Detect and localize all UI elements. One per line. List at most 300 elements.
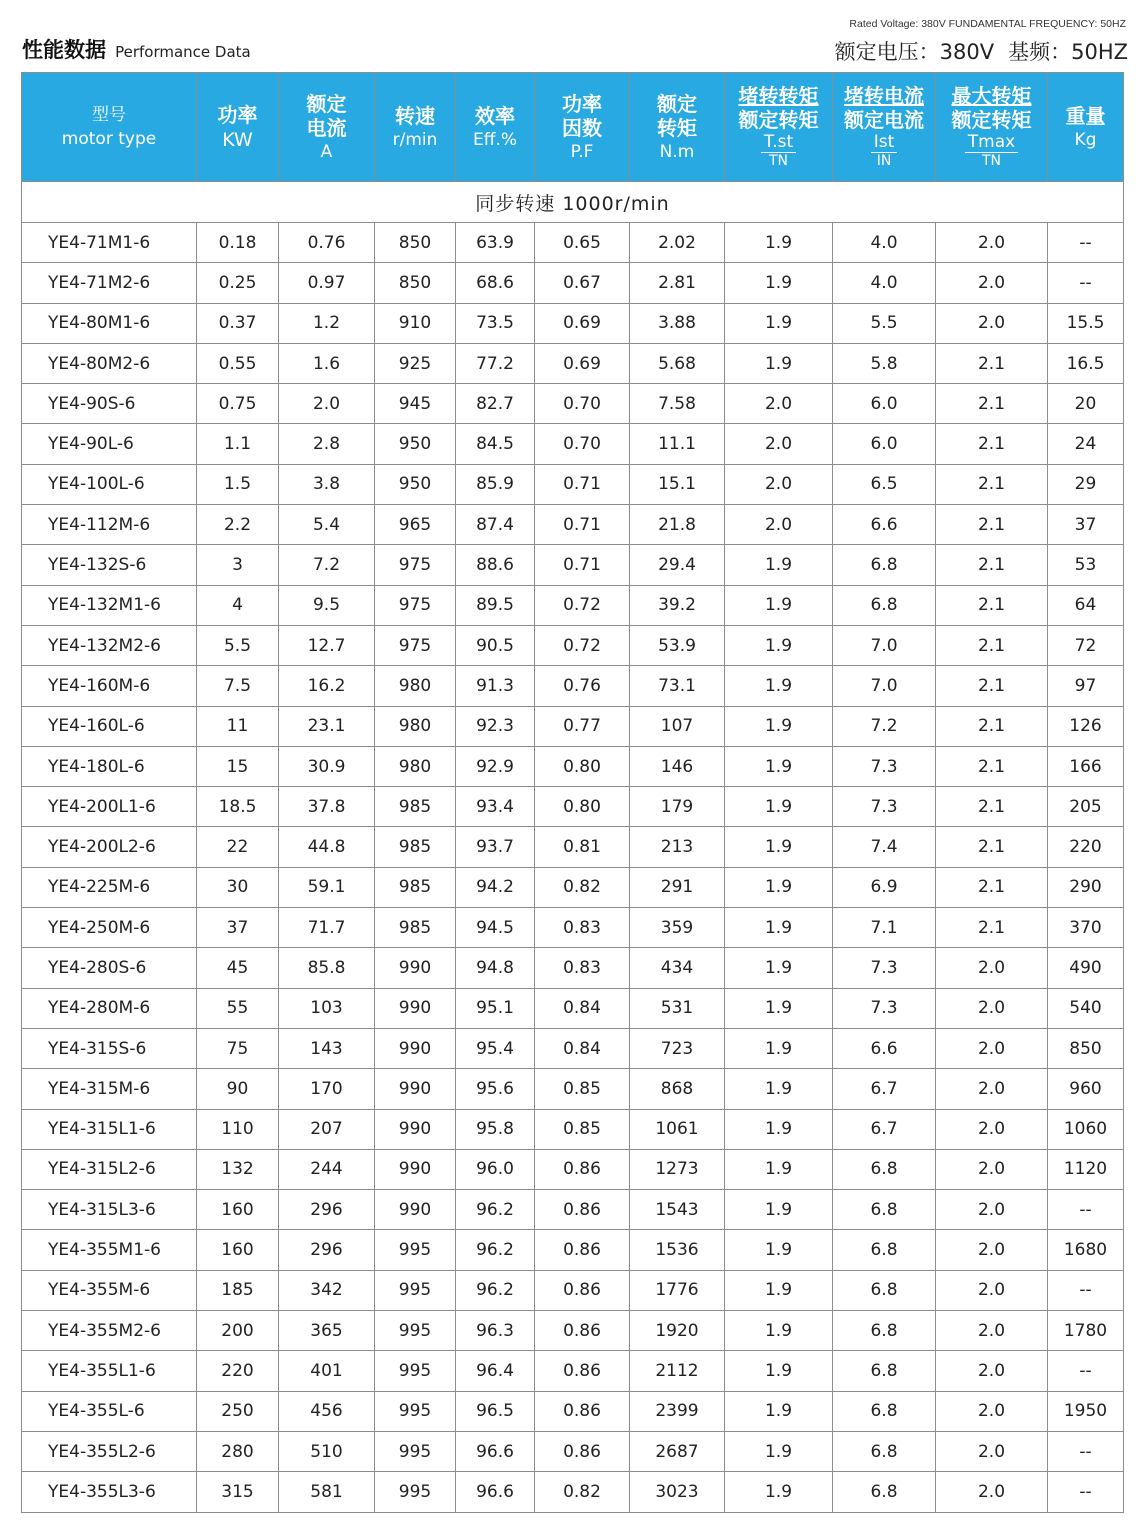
cell-model: YE4-100L-6 [22,464,197,504]
cell-power: 0.25 [197,263,279,303]
table-row [22,787,1124,827]
cell-efficiency: 95.6 [456,1069,535,1109]
cell-power: 75 [197,1028,279,1068]
cell-locked-current-ratio: 7.0 [833,666,936,706]
cell-locked-torque-ratio: 1.9 [725,343,833,383]
cell-current: 296 [279,1190,375,1230]
cell-torque: 434 [630,948,725,988]
cell-current: 296 [279,1230,375,1270]
cell-max-torque-ratio: 2.0 [936,1109,1048,1149]
cell-torque: 11.1 [630,424,725,464]
cell-torque: 2.02 [630,223,725,263]
cell-model: YE4-315L2-6 [22,1149,197,1189]
cell-efficiency: 93.7 [456,827,535,867]
cell-locked-torque-ratio: 1.9 [725,585,833,625]
cell-power: 160 [197,1230,279,1270]
cell-torque: 531 [630,988,725,1028]
cell-max-torque-ratio: 2.1 [936,666,1048,706]
cell-max-torque-ratio: 2.1 [936,827,1048,867]
cell-model: YE4-71M2-6 [22,263,197,303]
cell-locked-torque-ratio: 1.9 [725,706,833,746]
cell-torque: 29.4 [630,545,725,585]
cell-locked-current-ratio: 6.8 [833,1190,936,1230]
table-row [22,1109,1124,1149]
cell-current: 5.4 [279,505,375,545]
table-row [22,988,1124,1028]
cell-weight: 490 [1048,948,1124,988]
cell-speed: 950 [375,464,456,504]
cell-model: YE4-280S-6 [22,948,197,988]
cell-speed: 990 [375,1190,456,1230]
cell-locked-current-ratio: 4.0 [833,263,936,303]
cell-model: YE4-315M-6 [22,1069,197,1109]
cell-power: 3 [197,545,279,585]
cell-power: 11 [197,706,279,746]
cell-torque: 21.8 [630,505,725,545]
cell-weight: 97 [1048,666,1124,706]
cell-torque: 291 [630,867,725,907]
cell-speed: 965 [375,505,456,545]
cell-locked-torque-ratio: 1.9 [725,827,833,867]
table-header [22,73,1124,182]
cell-power-factor: 0.86 [535,1351,630,1391]
cell-efficiency: 92.3 [456,706,535,746]
cell-locked-torque-ratio: 1.9 [725,1190,833,1230]
cell-power: 110 [197,1109,279,1149]
cell-locked-current-ratio: 6.8 [833,1149,936,1189]
cell-power-factor: 0.86 [535,1230,630,1270]
cell-weight: -- [1048,1472,1124,1512]
cell-current: 9.5 [279,585,375,625]
cell-speed: 995 [375,1351,456,1391]
cell-speed: 990 [375,948,456,988]
cell-speed: 945 [375,384,456,424]
performance-table [21,72,1124,1513]
cell-locked-torque-ratio: 1.9 [725,1028,833,1068]
cell-locked-torque-ratio: 1.9 [725,1109,833,1149]
cell-max-torque-ratio: 2.0 [936,223,1048,263]
cell-current: 1.6 [279,343,375,383]
cell-power: 90 [197,1069,279,1109]
cell-current: 37.8 [279,787,375,827]
cell-power-factor: 0.70 [535,384,630,424]
cell-max-torque-ratio: 2.0 [936,1190,1048,1230]
cell-locked-current-ratio: 6.8 [833,545,936,585]
cell-speed: 995 [375,1270,456,1310]
cell-weight: -- [1048,1190,1124,1230]
table-row [22,908,1124,948]
cell-model: YE4-90L-6 [22,424,197,464]
cell-model: YE4-280M-6 [22,988,197,1028]
cell-locked-torque-ratio: 1.9 [725,746,833,786]
cell-power-factor: 0.71 [535,545,630,585]
cell-locked-current-ratio: 6.8 [833,1431,936,1471]
table-row [22,424,1124,464]
cell-weight: 290 [1048,867,1124,907]
cell-power-factor: 0.86 [535,1190,630,1230]
cell-power: 132 [197,1149,279,1189]
cell-power: 2.2 [197,505,279,545]
cell-weight: 1680 [1048,1230,1124,1270]
cell-locked-current-ratio: 6.0 [833,424,936,464]
cell-locked-current-ratio: 6.9 [833,867,936,907]
table-row [22,948,1124,988]
cell-locked-current-ratio: 6.8 [833,1311,936,1351]
cell-locked-torque-ratio: 2.0 [725,505,833,545]
cell-max-torque-ratio: 2.1 [936,384,1048,424]
cell-efficiency: 84.5 [456,424,535,464]
table-row [22,384,1124,424]
cell-current: 244 [279,1149,375,1189]
cell-model: YE4-315S-6 [22,1028,197,1068]
cell-locked-current-ratio: 6.8 [833,1351,936,1391]
cell-power-factor: 0.80 [535,787,630,827]
cell-efficiency: 68.6 [456,263,535,303]
cell-locked-torque-ratio: 1.9 [725,545,833,585]
cell-locked-torque-ratio: 1.9 [725,988,833,1028]
cell-power-factor: 0.69 [535,303,630,343]
cell-efficiency: 96.0 [456,1149,535,1189]
cell-weight: 29 [1048,464,1124,504]
cell-locked-current-ratio: 6.5 [833,464,936,504]
cell-max-torque-ratio: 2.0 [936,1351,1048,1391]
cell-power: 250 [197,1391,279,1431]
cell-current: 1.2 [279,303,375,343]
cell-locked-torque-ratio: 1.9 [725,1270,833,1310]
cell-weight: 24 [1048,424,1124,464]
cell-locked-current-ratio: 6.8 [833,1472,936,1512]
cell-model: YE4-71M1-6 [22,223,197,263]
cell-current: 23.1 [279,706,375,746]
cell-model: YE4-180L-6 [22,746,197,786]
cell-torque: 2.81 [630,263,725,303]
cell-power: 0.75 [197,384,279,424]
cell-speed: 995 [375,1230,456,1270]
cell-max-torque-ratio: 2.0 [936,1472,1048,1512]
table-row [22,625,1124,665]
table-row [22,505,1124,545]
cell-current: 12.7 [279,625,375,665]
cell-power-factor: 0.67 [535,263,630,303]
cell-model: YE4-90S-6 [22,384,197,424]
table-row [22,1391,1124,1431]
cell-power-factor: 0.83 [535,948,630,988]
table-row [22,263,1124,303]
cell-locked-current-ratio: 7.3 [833,948,936,988]
cell-locked-torque-ratio: 1.9 [725,1391,833,1431]
cell-locked-current-ratio: 4.0 [833,223,936,263]
cell-current: 71.7 [279,908,375,948]
cell-max-torque-ratio: 2.0 [936,303,1048,343]
cell-torque: 146 [630,746,725,786]
cell-speed: 975 [375,585,456,625]
cell-efficiency: 96.3 [456,1311,535,1351]
cell-power-factor: 0.82 [535,1472,630,1512]
cell-efficiency: 63.9 [456,223,535,263]
cell-model: YE4-80M1-6 [22,303,197,343]
cell-weight: -- [1048,263,1124,303]
cell-weight: 37 [1048,505,1124,545]
cell-current: 7.2 [279,545,375,585]
cell-torque: 53.9 [630,625,725,665]
cell-power-factor: 0.72 [535,585,630,625]
cell-speed: 995 [375,1431,456,1471]
cell-weight: -- [1048,1431,1124,1471]
cell-power-factor: 0.84 [535,1028,630,1068]
cell-weight: 220 [1048,827,1124,867]
col-model: 型号 motor type [22,73,197,182]
cell-efficiency: 95.4 [456,1028,535,1068]
cell-weight: -- [1048,223,1124,263]
cell-model: YE4-355L3-6 [22,1472,197,1512]
cell-power: 4 [197,585,279,625]
cell-locked-torque-ratio: 1.9 [725,1069,833,1109]
cell-current: 456 [279,1391,375,1431]
cell-power-factor: 0.77 [535,706,630,746]
cell-model: YE4-160L-6 [22,706,197,746]
cell-speed: 990 [375,988,456,1028]
cell-locked-torque-ratio: 1.9 [725,1149,833,1189]
cell-model: YE4-132M1-6 [22,585,197,625]
cell-locked-current-ratio: 7.2 [833,706,936,746]
cell-current: 2.0 [279,384,375,424]
cell-weight: 205 [1048,787,1124,827]
cell-power-factor: 0.81 [535,827,630,867]
cell-model: YE4-112M-6 [22,505,197,545]
cell-current: 170 [279,1069,375,1109]
table-row [22,1431,1124,1471]
cell-speed: 980 [375,746,456,786]
cell-efficiency: 94.2 [456,867,535,907]
cell-power: 0.55 [197,343,279,383]
cell-max-torque-ratio: 2.1 [936,424,1048,464]
cell-locked-current-ratio: 6.0 [833,384,936,424]
cell-max-torque-ratio: 2.0 [936,988,1048,1028]
cell-speed: 995 [375,1472,456,1512]
cell-efficiency: 94.8 [456,948,535,988]
cell-power: 15 [197,746,279,786]
cell-max-torque-ratio: 2.0 [936,1149,1048,1189]
cell-efficiency: 95.1 [456,988,535,1028]
cell-torque: 1273 [630,1149,725,1189]
cell-locked-current-ratio: 7.3 [833,988,936,1028]
cell-power-factor: 0.85 [535,1109,630,1149]
cell-max-torque-ratio: 2.0 [936,1069,1048,1109]
cell-torque: 1536 [630,1230,725,1270]
cell-efficiency: 92.9 [456,746,535,786]
cell-current: 3.8 [279,464,375,504]
cell-locked-torque-ratio: 2.0 [725,384,833,424]
cell-model: YE4-355M-6 [22,1270,197,1310]
cell-speed: 980 [375,666,456,706]
cell-efficiency: 96.6 [456,1472,535,1512]
cell-power-factor: 0.71 [535,505,630,545]
cell-locked-current-ratio: 7.3 [833,746,936,786]
cell-weight: 1060 [1048,1109,1124,1149]
cell-power: 5.5 [197,625,279,665]
col-power: 功率 KW [197,73,279,182]
cell-locked-current-ratio: 6.8 [833,1391,936,1431]
title-en: Performance Data [115,43,251,61]
cell-locked-torque-ratio: 1.9 [725,948,833,988]
cell-power: 0.18 [197,223,279,263]
cell-speed: 975 [375,545,456,585]
cell-efficiency: 94.5 [456,908,535,948]
cell-max-torque-ratio: 2.0 [936,1431,1048,1471]
cell-power-factor: 0.69 [535,343,630,383]
section-row [22,182,1124,223]
cell-model: YE4-160M-6 [22,666,197,706]
cell-speed: 990 [375,1149,456,1189]
cell-power-factor: 0.80 [535,746,630,786]
cell-locked-torque-ratio: 1.9 [725,666,833,706]
synchronous-speed-label: 同步转速 1000r/min [22,182,1124,223]
cell-power-factor: 0.83 [535,908,630,948]
table-row [22,867,1124,907]
cell-torque: 2687 [630,1431,725,1471]
cell-power: 30 [197,867,279,907]
cell-current: 143 [279,1028,375,1068]
cell-torque: 5.68 [630,343,725,383]
cell-weight: 64 [1048,585,1124,625]
cell-power: 18.5 [197,787,279,827]
cell-model: YE4-225M-6 [22,867,197,907]
cell-current: 401 [279,1351,375,1391]
table-row [22,666,1124,706]
cell-efficiency: 82.7 [456,384,535,424]
cell-model: YE4-132S-6 [22,545,197,585]
cell-power-factor: 0.86 [535,1391,630,1431]
cell-model: YE4-355L2-6 [22,1431,197,1471]
cell-torque: 359 [630,908,725,948]
cell-max-torque-ratio: 2.1 [936,343,1048,383]
cell-speed: 850 [375,223,456,263]
table-row [22,303,1124,343]
cell-speed: 990 [375,1109,456,1149]
cell-efficiency: 88.6 [456,545,535,585]
cell-model: YE4-315L1-6 [22,1109,197,1149]
cell-torque: 2112 [630,1351,725,1391]
col-current: 额定 电流 A [279,73,375,182]
cell-current: 85.8 [279,948,375,988]
cell-torque: 2399 [630,1391,725,1431]
cell-speed: 910 [375,303,456,343]
cell-torque: 1920 [630,1311,725,1351]
cell-efficiency: 96.2 [456,1190,535,1230]
rated-voltage: 额定电压：380V [834,40,995,64]
cell-max-torque-ratio: 2.1 [936,787,1048,827]
rated-voltage-zh [821,36,1128,66]
cell-max-torque-ratio: 2.0 [936,263,1048,303]
col-efficiency: 效率 Eff.% [456,73,535,182]
cell-locked-current-ratio: 6.8 [833,1230,936,1270]
cell-max-torque-ratio: 2.1 [936,746,1048,786]
cell-torque: 213 [630,827,725,867]
rated-voltage-en: Rated Voltage: 380V FUNDAMENTAL FREQUENCY: 50HZ [849,18,1126,30]
cell-power-factor: 0.86 [535,1431,630,1471]
cell-locked-torque-ratio: 1.9 [725,867,833,907]
cell-torque: 7.58 [630,384,725,424]
cell-efficiency: 93.4 [456,787,535,827]
cell-power: 160 [197,1190,279,1230]
cell-power: 185 [197,1270,279,1310]
cell-max-torque-ratio: 2.0 [936,1311,1048,1351]
cell-model: YE4-200L1-6 [22,787,197,827]
cell-locked-torque-ratio: 2.0 [725,464,833,504]
cell-weight: 1950 [1048,1391,1124,1431]
cell-torque: 3023 [630,1472,725,1512]
cell-locked-torque-ratio: 1.9 [725,263,833,303]
cell-current: 0.97 [279,263,375,303]
cell-locked-current-ratio: 6.8 [833,1270,936,1310]
cell-power: 22 [197,827,279,867]
cell-current: 0.76 [279,223,375,263]
cell-power: 1.5 [197,464,279,504]
cell-locked-current-ratio: 6.6 [833,505,936,545]
cell-locked-torque-ratio: 1.9 [725,625,833,665]
table-row [22,706,1124,746]
cell-weight: 126 [1048,706,1124,746]
col-max-torque-ratio: 最大转矩 额定转矩 $\frac{Tmax}{TN}$ [936,73,1048,182]
cell-current: 2.8 [279,424,375,464]
cell-torque: 15.1 [630,464,725,504]
cell-speed: 975 [375,625,456,665]
cell-max-torque-ratio: 2.1 [936,867,1048,907]
cell-model: YE4-355M2-6 [22,1311,197,1351]
cell-weight: 370 [1048,908,1124,948]
table-row [22,1149,1124,1189]
cell-max-torque-ratio: 2.1 [936,625,1048,665]
table-row [22,545,1124,585]
cell-model: YE4-355M1-6 [22,1230,197,1270]
cell-efficiency: 77.2 [456,343,535,383]
cell-speed: 990 [375,1028,456,1068]
cell-locked-torque-ratio: 1.9 [725,1311,833,1351]
cell-model: YE4-200L2-6 [22,827,197,867]
table-row [22,827,1124,867]
page-title [22,34,251,64]
cell-current: 581 [279,1472,375,1512]
cell-power: 200 [197,1311,279,1351]
col-locked-torque-ratio: 堵转转矩 额定转矩 $\frac{T.st}{TN}$ [725,73,833,182]
cell-efficiency: 87.4 [456,505,535,545]
cell-torque: 179 [630,787,725,827]
cell-torque: 1776 [630,1270,725,1310]
cell-weight: -- [1048,1351,1124,1391]
cell-efficiency: 91.3 [456,666,535,706]
cell-weight: -- [1048,1270,1124,1310]
cell-max-torque-ratio: 2.1 [936,585,1048,625]
cell-weight: 960 [1048,1069,1124,1109]
cell-speed: 985 [375,787,456,827]
col-torque: 额定 转矩 N.m [630,73,725,182]
cell-efficiency: 96.5 [456,1391,535,1431]
cell-speed: 980 [375,706,456,746]
table-row [22,1069,1124,1109]
col-weight: 重量 Kg [1048,73,1124,182]
cell-max-torque-ratio: 2.0 [936,1028,1048,1068]
table-row [22,1311,1124,1351]
cell-torque: 73.1 [630,666,725,706]
cell-weight: 16.5 [1048,343,1124,383]
cell-current: 207 [279,1109,375,1149]
cell-power: 37 [197,908,279,948]
cell-speed: 995 [375,1311,456,1351]
cell-max-torque-ratio: 2.1 [936,706,1048,746]
cell-efficiency: 85.9 [456,464,535,504]
table-row [22,585,1124,625]
cell-power-factor: 0.82 [535,867,630,907]
